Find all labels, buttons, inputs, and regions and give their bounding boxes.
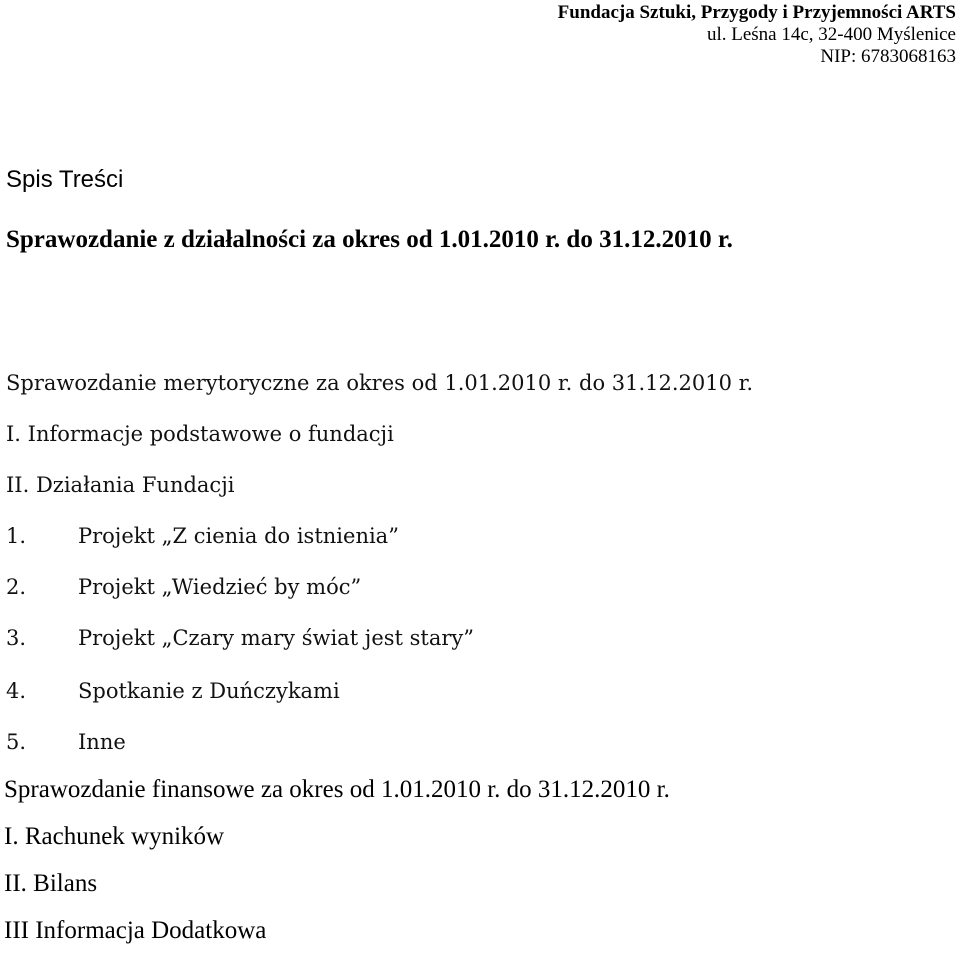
list-number: 5.	[6, 730, 27, 754]
list-number: 2.	[6, 575, 27, 599]
list-number: 3.	[6, 626, 27, 650]
organization-nip: NIP: 6783068163	[820, 46, 956, 67]
organization-address: ul. Leśna 14c, 32-400 Myślenice	[706, 24, 956, 45]
toc-entry-other	[6, 725, 753, 776]
toc-entry-additional-info: III Informacja Dodatkowa	[4, 917, 267, 944]
toc-entry-meeting	[6, 674, 753, 725]
list-item-label: Projekt „Wiedzieć by móc”	[78, 575, 362, 599]
toc-entry-project-3	[6, 621, 753, 674]
organization-name: Fundacja Sztuki, Przygody i Przyjemności ARTS	[557, 2, 956, 23]
toc-entry-activities: II. Działania Fundacji	[6, 473, 235, 497]
list-item-label: Spotkanie z Duńczykami	[78, 679, 340, 703]
toc-entry-project-2	[6, 570, 753, 621]
merit-heading: Sprawozdanie merytoryczne za okres od 1.01.2010 r. do 31.12.2010 r.	[6, 371, 754, 395]
list-number: 4.	[6, 679, 27, 703]
report-title: Sprawozdanie z działalności za okres od 1.01.2010 r. do 31.12.2010 r.	[6, 226, 733, 253]
list-item-label: Projekt „Czary mary świat jest stary”	[78, 626, 475, 650]
toc-entry-basic-info: I. Informacje podstawowe o fundacji	[6, 422, 394, 446]
finance-section	[4, 774, 670, 962]
toc-entry-balance-sheet: II. Bilans	[4, 870, 98, 897]
list-item-label: Projekt „Z cienia do istnienia”	[78, 524, 399, 548]
toc-title: Spis Treści	[6, 166, 124, 193]
toc-entry-income-statement: I. Rachunek wyników	[4, 823, 225, 850]
list-item-label: Inne	[78, 730, 126, 754]
list-number: 1.	[6, 524, 27, 548]
finance-heading: Sprawozdanie finansowe za okres od 1.01.2010 r. do 31.12.2010 r.	[4, 776, 670, 803]
organization-header	[558, 2, 956, 68]
toc-entry-project-1	[6, 519, 753, 570]
merit-section	[6, 366, 753, 776]
